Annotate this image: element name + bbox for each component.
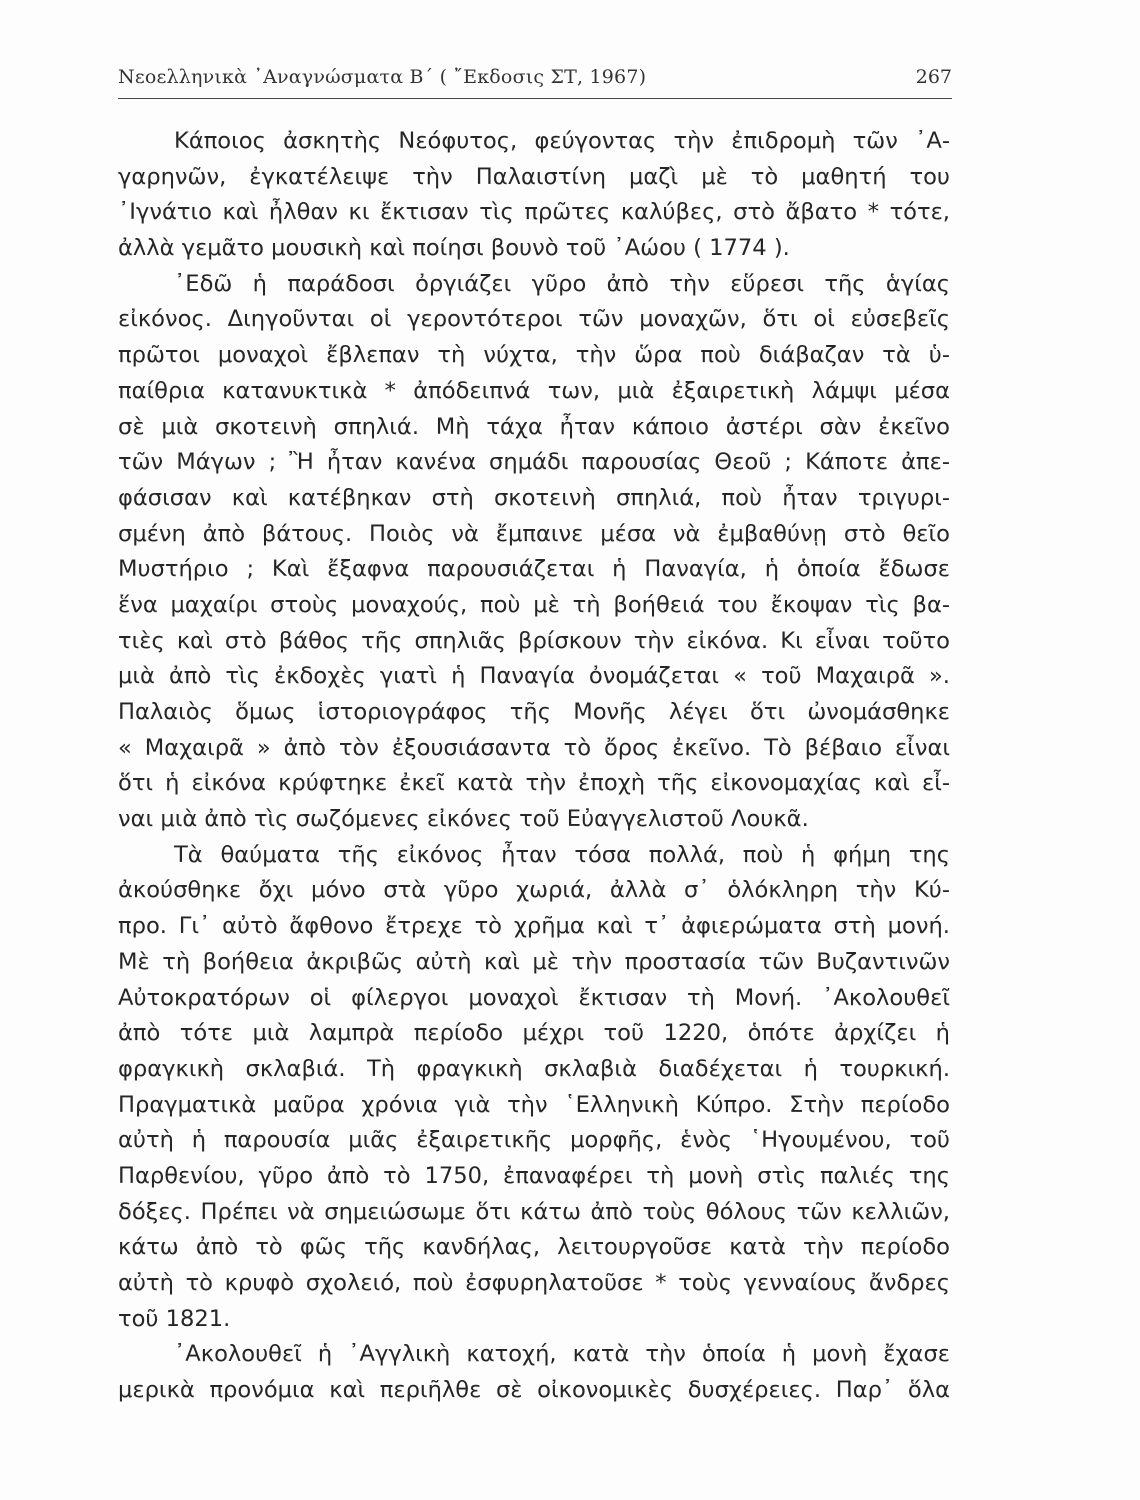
text-line: σὲ μιὰ σκοτεινὴ σπηλιά. Μὴ τάχα ἦταν κάποιο ἀστέρι σὰν ἐκεῖνο — [118, 413, 950, 440]
text-line: μιὰ ἀπὸ τὶς ἐκδοχὲς γιατὶ ἡ Παναγία ὀνομάζεται « τοῦ Μαχαιρᾶ ». — [118, 663, 950, 690]
text-line: αὐτὴ ἡ παρουσία μιᾶς ἐξαιρετικῆς μορφῆς, ἑνὸς ῾Ηγουμένου, τοῦ — [118, 1127, 950, 1154]
header-rule — [118, 98, 952, 99]
body-text — [118, 124, 950, 1409]
text-line: αὐτὴ τὸ κρυφὸ σχολειό, ποὺ ἐσφυρηλατοῦσε * τοὺς γενναίους ἄνδρες — [118, 1270, 950, 1296]
text-line: ἀλλὰ γεμᾶτο μουσικὴ καὶ ποίησι βουνὸ τοῦ ᾿Αώου ( 1774 ). — [118, 235, 790, 262]
text-line: γαρηνῶν, ἐγκατέλειψε τὴν Παλαιστίνη μαζὶ μὲ τὸ μαθητή του — [118, 163, 950, 190]
text-line: ἀκούσθηκε ὄχι μόνο στὰ γῦρο χωριά, ἀλλὰ σ᾿ ὁλόκληρη τὴν Κύ- — [118, 877, 950, 904]
text-line: Παλαιὸς ὅμως ἱστοριογράφος τῆς Μονῆς λέγει ὅτι ὠνομάσθηκε — [118, 699, 950, 725]
text-line: προ. Γι᾿ αὐτὸ ἄφθονο ἔτρεχε τὸ χρῆμα καὶ τ᾿ ἀφιερώματα στὴ μονή. — [118, 913, 950, 940]
text-line: τοῦ 1821. — [118, 1305, 231, 1332]
text-line: φάσισαν καὶ κατέβηκαν στὴ σκοτεινὴ σπηλιά, ποὺ ἦταν τριγυρι- — [118, 484, 950, 511]
text-line: Μὲ τὴ βοήθεια ἀκριβῶς αὐτὴ καὶ μὲ τὴν προστασία τῶν Βυζαντινῶν — [118, 948, 950, 975]
text-line: Παρθενίου, γῦρο ἀπὸ τὸ 1750, ἐπαναφέρει τὴ μονὴ στὶς παλιές της — [118, 1162, 950, 1189]
text-line: Πραγματικὰ μαῦρα χρόνια γιὰ τὴν ῾Ελληνικὴ Κύπρο. Στὴν περίοδο — [118, 1091, 950, 1118]
text-line: εἰκόνος. Διηγοῦνται οἱ γεροντότεροι τῶν μοναχῶν, ὅτι οἱ εὐσεβεῖς — [118, 306, 950, 333]
text-line: Μυστήριο ; Καὶ ἔξαφνα παρουσιάζεται ἡ Παναγία, ἡ ὁποία ἔδωσε — [118, 556, 950, 583]
text-line: ἀπὸ τότε μιὰ λαμπρὰ περίοδο μέχρι τοῦ 1220, ὁπότε ἀρχίζει ἡ — [118, 1020, 950, 1047]
running-header — [118, 66, 952, 96]
text-line: Κάποιος ἀσκητὴς Νεόφυτος, φεύγοντας τὴν ἐπιδρομὴ τῶν ᾿Α- — [174, 128, 950, 154]
text-line: ᾿Ακολουθεῖ ἡ ᾿Αγγλικὴ κατοχή, κατὰ τὴν ὁποία ἡ μονὴ ἔχασε — [174, 1341, 950, 1368]
text-line: ὅτι ἡ εἰκόνα κρύφτηκε ἐκεῖ κατὰ τὴν ἐποχὴ τῆς εἰκονομαχίας καὶ εἶ- — [118, 770, 950, 797]
text-line: πρῶτοι μοναχοὶ ἔβλεπαν τὴ νύχτα, τὴν ὥρα ποὺ διάβαζαν τὰ ὑ- — [118, 342, 950, 369]
page-number: 267 — [915, 66, 952, 88]
text-line: μερικὰ προνόμια καὶ περιῆλθε σὲ οἰκονομικὲς δυσχέρειες. Παρ᾿ ὅλα — [118, 1377, 950, 1404]
text-line: ᾿Ιγνάτιο καὶ ἦλθαν κι ἔκτισαν τὶς πρῶτες καλύβες, στὸ ἄβατο * τότε, — [118, 199, 950, 226]
text-line: Τὰ θαύματα τῆς εἰκόνος ἦταν τόσα πολλά, ποὺ ἡ φήμη της — [174, 841, 950, 868]
text-line: « Μαχαιρᾶ » ἀπὸ τὸν ἐξουσιάσαντα τὸ ὄρος ἐκεῖνο. Τὸ βέβαιο εἶναι — [118, 734, 950, 761]
text-line: ναι μιὰ ἀπὸ τὶς σωζόμενες εἰκόνες τοῦ Εὐαγγελιστοῦ Λουκᾶ. — [118, 806, 809, 833]
text-line: ᾿Εδῶ ἡ παράδοσι ὀργιάζει γῦρο ἀπὸ τὴν εὕρεσι τῆς ἁγίας — [174, 270, 950, 297]
text-line: φραγκικὴ σκλαβιά. Τὴ φραγκικὴ σκλαβιὰ διαδέχεται ἡ τουρκική. — [118, 1055, 950, 1082]
text-line: σμένη ἀπὸ βάτους. Ποιὸς νὰ ἔμπαινε μέσα νὰ ἐμβαθύνῃ στὸ θεῖο — [118, 520, 950, 547]
text-line: δόξες. Πρέπει νὰ σημειώσωμε ὅτι κάτω ἀπὸ τοὺς θόλους τῶν κελλιῶν, — [118, 1198, 950, 1225]
text-line: Αὐτοκρατόρων οἱ φίλεργοι μοναχοὶ ἔκτισαν τὴ Μονή. ᾿Ακολουθεῖ — [118, 984, 950, 1011]
text-line: κάτω ἀπὸ τὸ φῶς τῆς κανδήλας, λειτουργοῦσε κατὰ τὴν περίοδο — [118, 1234, 950, 1261]
text-line: τιὲς καὶ στὸ βάθος τῆς σπηλιᾶς βρίσκουν τὴν εἰκόνα. Κι εἶναι τοῦτο — [118, 627, 950, 654]
text-line: ἕνα μαχαίρι στοὺς μοναχούς, ποὺ μὲ τὴ βοήθειά του ἔκοψαν τὶς βα- — [118, 591, 950, 618]
running-title: Νεοελληνικὰ ᾿Αναγνώσματα Β΄ ( ῎Εκδοσις ΣΤ, 1967) — [118, 66, 647, 88]
text-line: τῶν Μάγων ; Ἢ ἦταν κανένα σημάδι παρουσίας Θεοῦ ; Κάποτε ἀπε- — [118, 449, 950, 476]
text-line: παίθρια κατανυκτικὰ * ἀπόδειπνά των, μιὰ ἐξαιρετικὴ λάμψι μέσα — [118, 377, 950, 404]
